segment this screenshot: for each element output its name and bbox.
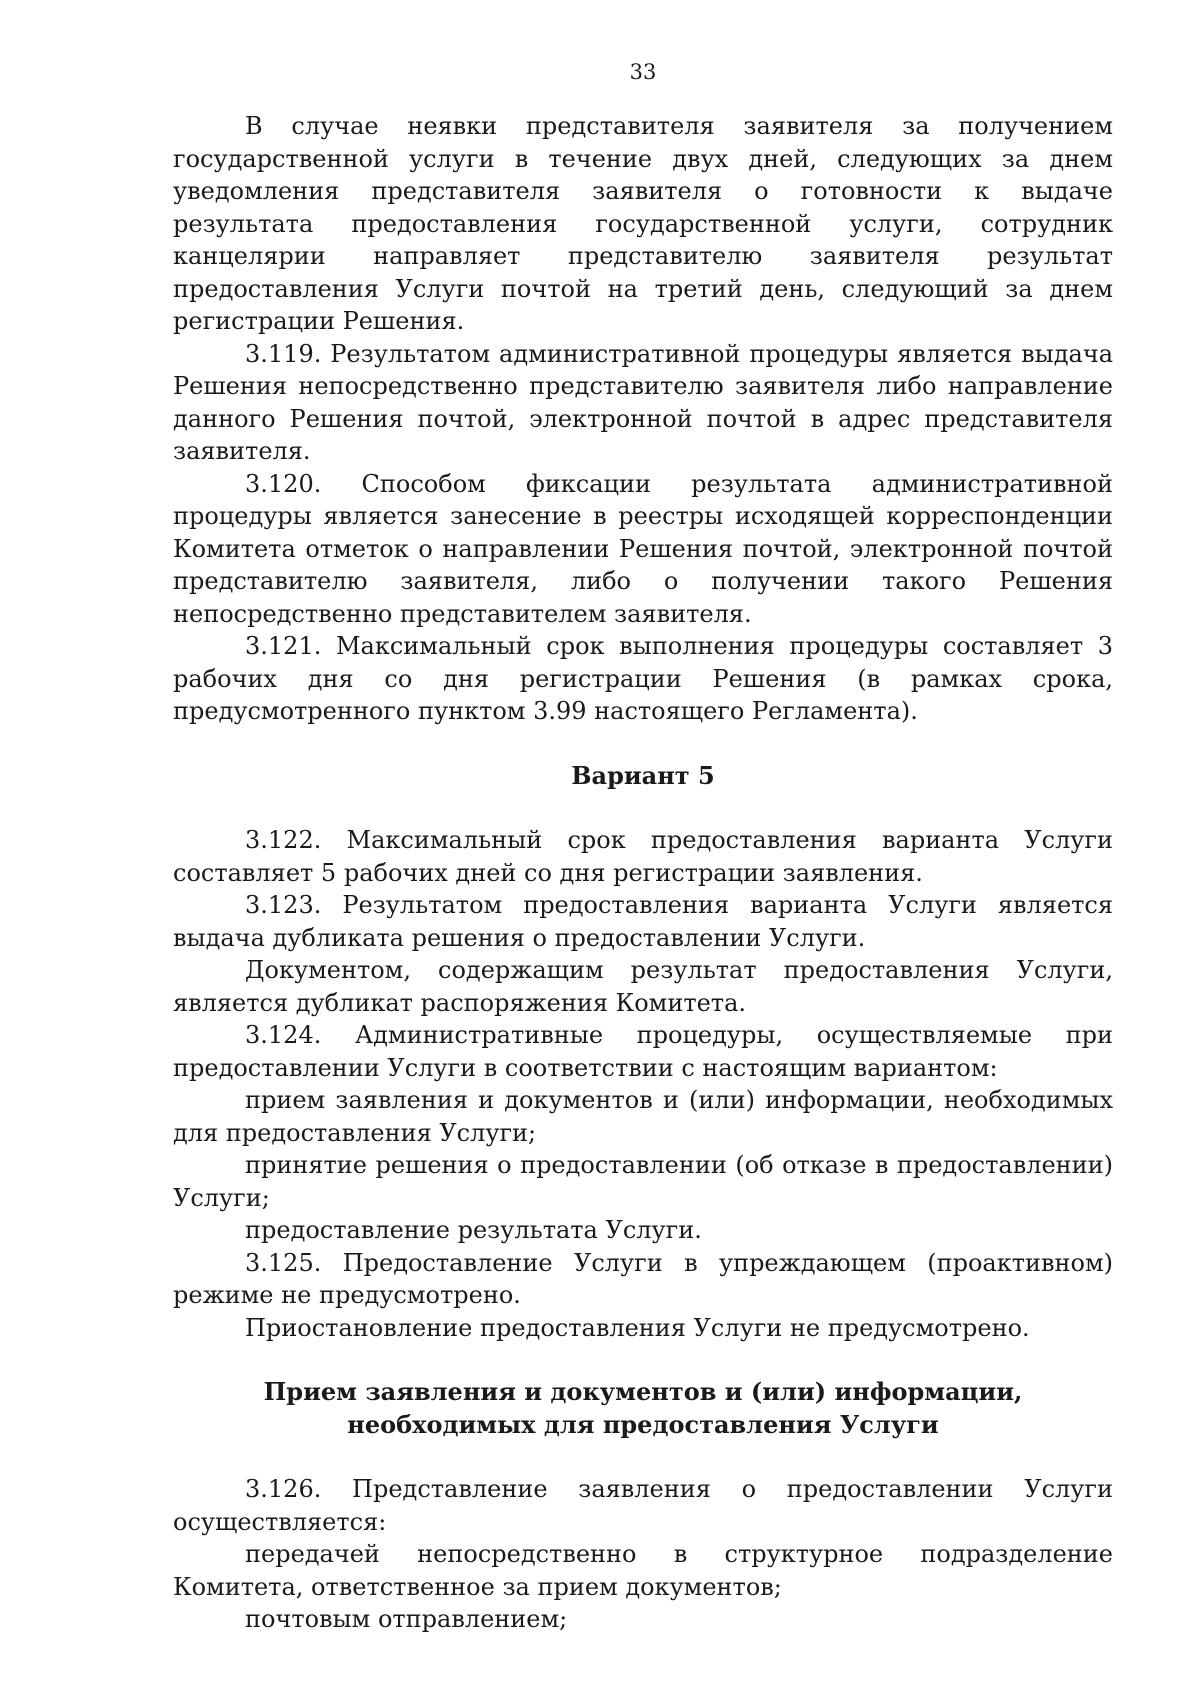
paragraph: почтовым отправлением; (245, 1605, 568, 1633)
page-number: 33 (629, 60, 657, 84)
section-heading-variant: Вариант 5 (571, 760, 715, 790)
document-body (173, 110, 1113, 1636)
paragraph: передачей непосредственно в структурное подразделение Комитета, ответственное за прием документов; (173, 1540, 1113, 1601)
paragraph: предоставление результата Услуги. (245, 1216, 702, 1244)
paragraph: принятие решения о предоставлении (об отказе в предоставлении) Услуги; (173, 1151, 1113, 1212)
paragraph: 3.125. Предоставление Услуги в упреждающем (проактивном) режиме не предусмотрено. (173, 1248, 1113, 1309)
paragraph: 3.119. Результатом административной процедуры является выдача Решения непосредственно представителю заявителя либо направление данного Решения почтой, электронной почтой в адрес представителя заявителя. (173, 339, 1113, 465)
paragraph: Приостановление предоставления Услуги не предусмотрено. (245, 1313, 1030, 1342)
paragraph: прием заявления и документов и (или) информации, необходимых для предоставления Услуги; (173, 1086, 1113, 1147)
paragraph: 3.122. Максимальный срок предоставления варианта Услуги составляет 5 рабочих дней со дня регистрации заявления. (173, 826, 1113, 887)
section-heading-line: необходимых для предоставления Услуги (347, 1409, 939, 1439)
paragraph: 3.120. Способом фиксации результата административной процедуры является занесение в реестры исходящей корреспонденции Комитета отметок о направлении Решения почтой, электронной почтой представителю заявителя, либо о получении такого Решения непосредственно представителем заявителя. (173, 469, 1113, 628)
paragraph: Документом, содержащим результат предоставления Услуги, является дубликат распоряжения Комитета. (173, 956, 1113, 1017)
paragraph: 3.124. Административные процедуры, осуществляемые при предоставлении Услуги в соответствии с настоящим вариантом: (173, 1021, 1113, 1082)
paragraph: 3.123. Результатом предоставления варианта Услуги является выдача дубликата решения о предоставлении Услуги. (173, 891, 1113, 952)
section-heading-line: Прием заявления и документов и (или) информации, (263, 1377, 1023, 1406)
paragraph: 3.126. Представление заявления о предоставлении Услуги осуществляется: (173, 1475, 1113, 1536)
section-heading (173, 1376, 1113, 1441)
paragraph: В случае неявки представителя заявителя за получением государственной услуги в течение двух дней, следующих за днем уведомления представителя заявителя о готовности к выдаче результата предоставления государственной услуги, сотрудник канцелярии направляет представителю заявителя результат предоставления Услуги почтой на третий день, следующий за днем регистрации Решения. (173, 112, 1113, 335)
paragraph: 3.121. Максимальный срок выполнения процедуры составляет 3 рабочих дня со дня регистрации Решения (в рамках срока, предусмотренного пунктом 3.99 настоящего Регламента). (173, 632, 1113, 725)
